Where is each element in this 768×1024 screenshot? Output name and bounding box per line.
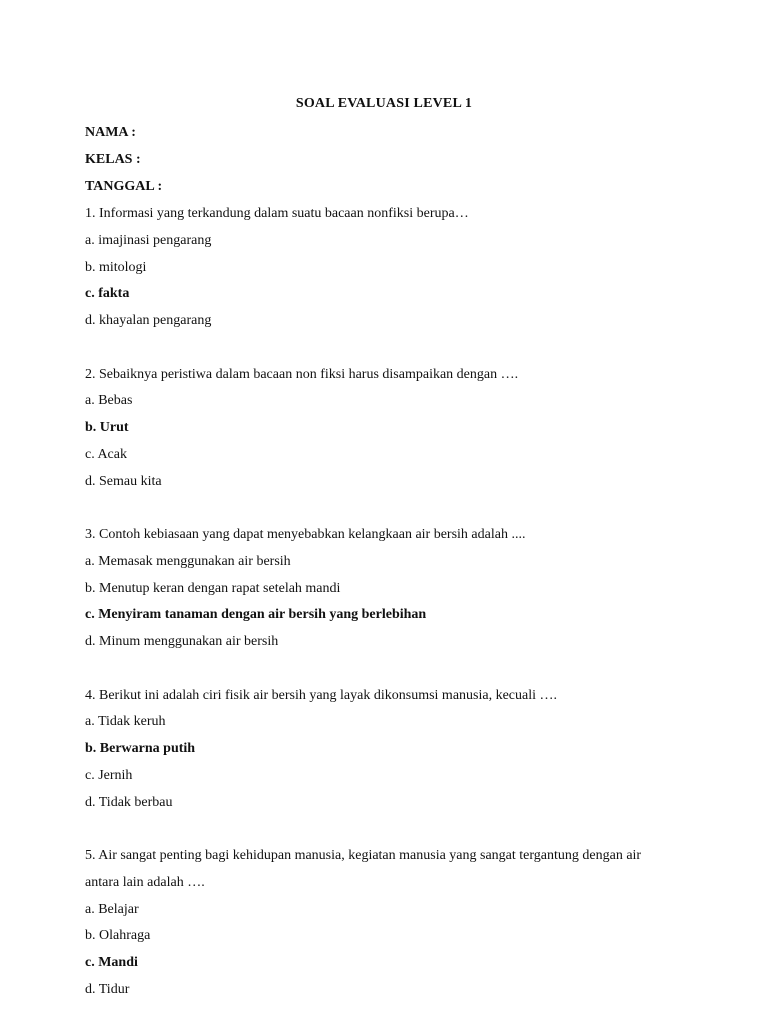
question-1-option-b: b. mitologi bbox=[85, 260, 147, 275]
question-2-text: 2. Sebaiknya peristiwa dalam bacaan non fiksi harus disampaikan dengan …. bbox=[85, 367, 519, 382]
question-5-option-c-answer: c. Mandi bbox=[85, 955, 138, 970]
question-2-option-d: d. Semau kita bbox=[85, 474, 162, 489]
question-3-option-a: a. Memasak menggunakan air bersih bbox=[85, 554, 291, 569]
question-1-option-c-answer: c. fakta bbox=[85, 286, 130, 301]
question-4-option-d: d. Tidak berbau bbox=[85, 795, 173, 810]
date-field: TANGGAL : bbox=[85, 179, 163, 194]
question-5-option-a: a. Belajar bbox=[85, 902, 139, 917]
question-5-text-line-1: 5. Air sangat penting bagi kehidupan manusia, kegiatan manusia yang sangat tergantung dengan air bbox=[85, 848, 642, 863]
question-4-option-c: c. Jernih bbox=[85, 768, 133, 783]
question-5-option-b: b. Olahraga bbox=[85, 928, 151, 943]
question-3-option-d: d. Minum menggunakan air bersih bbox=[85, 634, 279, 649]
question-4-text: 4. Berikut ini adalah ciri fisik air bersih yang layak dikonsumsi manusia, kecuali …. bbox=[85, 688, 558, 703]
question-5-text-line-2: antara lain adalah …. bbox=[85, 875, 205, 890]
question-3-option-b: b. Menutup keran dengan rapat setelah mandi bbox=[85, 581, 341, 596]
question-1-text: 1. Informasi yang terkandung dalam suatu bacaan nonfiksi berupa… bbox=[85, 206, 469, 221]
question-1-option-a: a. imajinasi pengarang bbox=[85, 233, 212, 248]
question-3-option-c-answer: c. Menyiram tanaman dengan air bersih yang berlebihan bbox=[85, 607, 427, 622]
question-1-option-d: d. khayalan pengarang bbox=[85, 313, 212, 328]
class-field: KELAS : bbox=[85, 152, 141, 167]
name-field: NAMA : bbox=[85, 125, 136, 140]
question-2-option-a: a. Bebas bbox=[85, 393, 133, 408]
question-2-option-c: c. Acak bbox=[85, 447, 127, 462]
question-2-option-b-answer: b. Urut bbox=[85, 420, 129, 435]
question-3-text: 3. Contoh kebiasaan yang dapat menyebabkan kelangkaan air bersih adalah .... bbox=[85, 527, 526, 542]
question-5-option-d: d. Tidur bbox=[85, 982, 130, 997]
document-title: SOAL EVALUASI LEVEL 1 bbox=[295, 96, 473, 111]
question-4-option-a: a. Tidak keruh bbox=[85, 714, 166, 729]
question-4-option-b-answer: b. Berwarna putih bbox=[85, 741, 196, 756]
